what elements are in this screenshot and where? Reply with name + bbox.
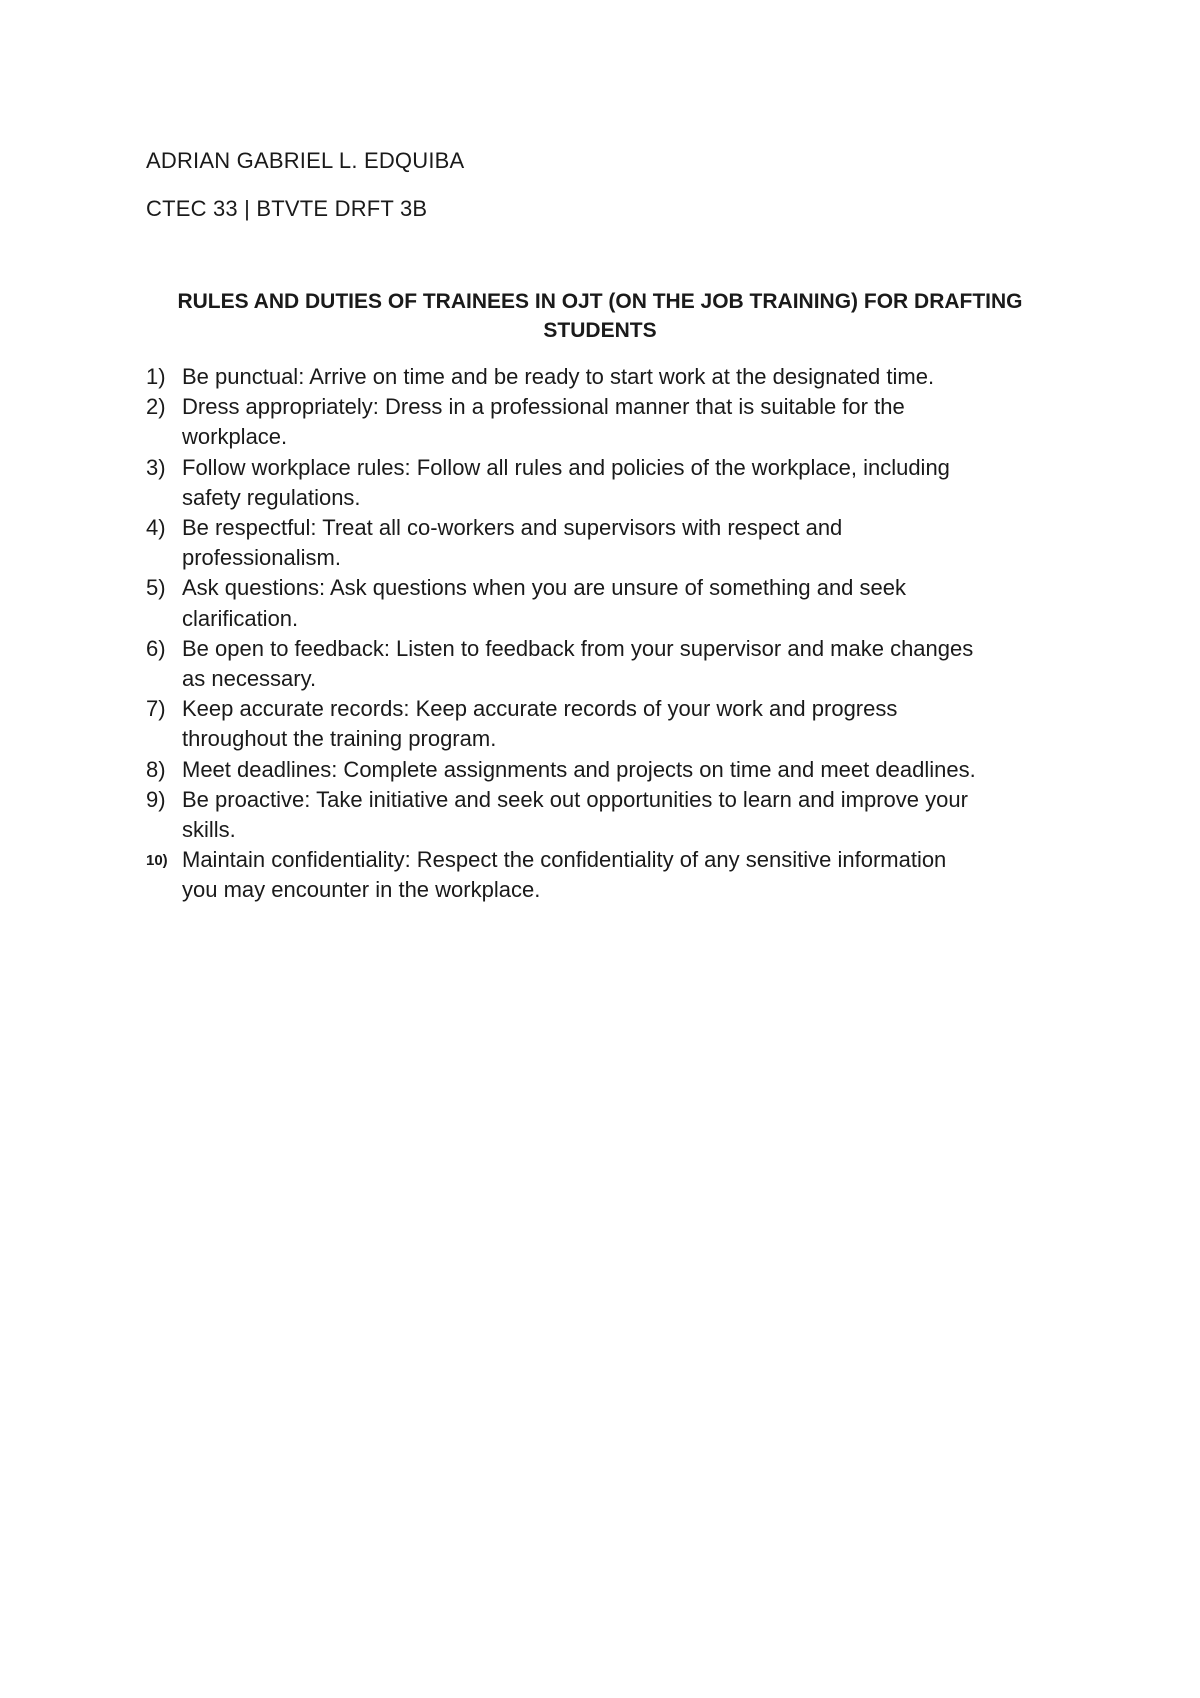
document-title: RULES AND DUTIES OF TRAINEES IN OJT (ON THE JOB TRAINING) FOR DRAFTING STUDENTS [177,290,1023,342]
rule-item [146,785,1076,845]
rule-item [146,634,1076,694]
rule-text: Dress appropriately: Dress in a professional manner that is suitable for the workplace. [182,394,905,450]
rule-number: 7) [146,696,166,722]
rule-number: 9) [146,786,166,812]
rule-number: 8) [146,756,166,782]
rules-list [146,362,1076,906]
rule-text: Maintain confidentiality: Respect the confidentiality of any sensitive information you may encounter in the workplace. [182,847,947,903]
rule-item [146,362,1076,392]
rule-item [146,392,1076,452]
rule-number: 4) [146,515,166,541]
rule-text: Keep accurate records: Keep accurate records of your work and progress throughout the training program. [182,696,898,752]
rule-number: 3) [146,454,166,480]
rule-text: Be punctual: Arrive on time and be ready to start work at the designated time. [182,364,935,389]
rule-text: Be proactive: Take initiative and seek out opportunities to learn and improve your skills. [182,786,968,843]
rule-item [146,845,1076,905]
rule-item [146,694,1076,754]
course-section: CTEC 33 | BTVTE DRFT 3B [146,196,428,221]
rule-text: Follow workplace rules: Follow all rules and policies of the workplace, including safety regulations. [182,454,950,510]
rule-item [146,573,1076,633]
rule-number: 2) [146,394,166,420]
rule-number: 5) [146,575,166,601]
rule-item [146,513,1076,573]
rule-item [146,453,1076,513]
rule-number: 6) [146,635,166,661]
rule-text: Be respectful: Treat all co-workers and supervisors with respect and professionalism. [182,515,843,571]
rule-text: Ask questions: Ask questions when you are unsure of something and seek clarification. [182,575,906,631]
rule-text: Be open to feedback: Listen to feedback from your supervisor and make changes as necessary. [182,635,974,692]
rule-number: 1) [146,364,166,389]
rule-number: 10) [146,852,168,870]
rule-text: Meet deadlines: Complete assignments and projects on time and meet deadlines. [182,756,976,782]
author-name: ADRIAN GABRIEL L. EDQUIBA [146,148,465,173]
rule-item [146,755,1076,785]
